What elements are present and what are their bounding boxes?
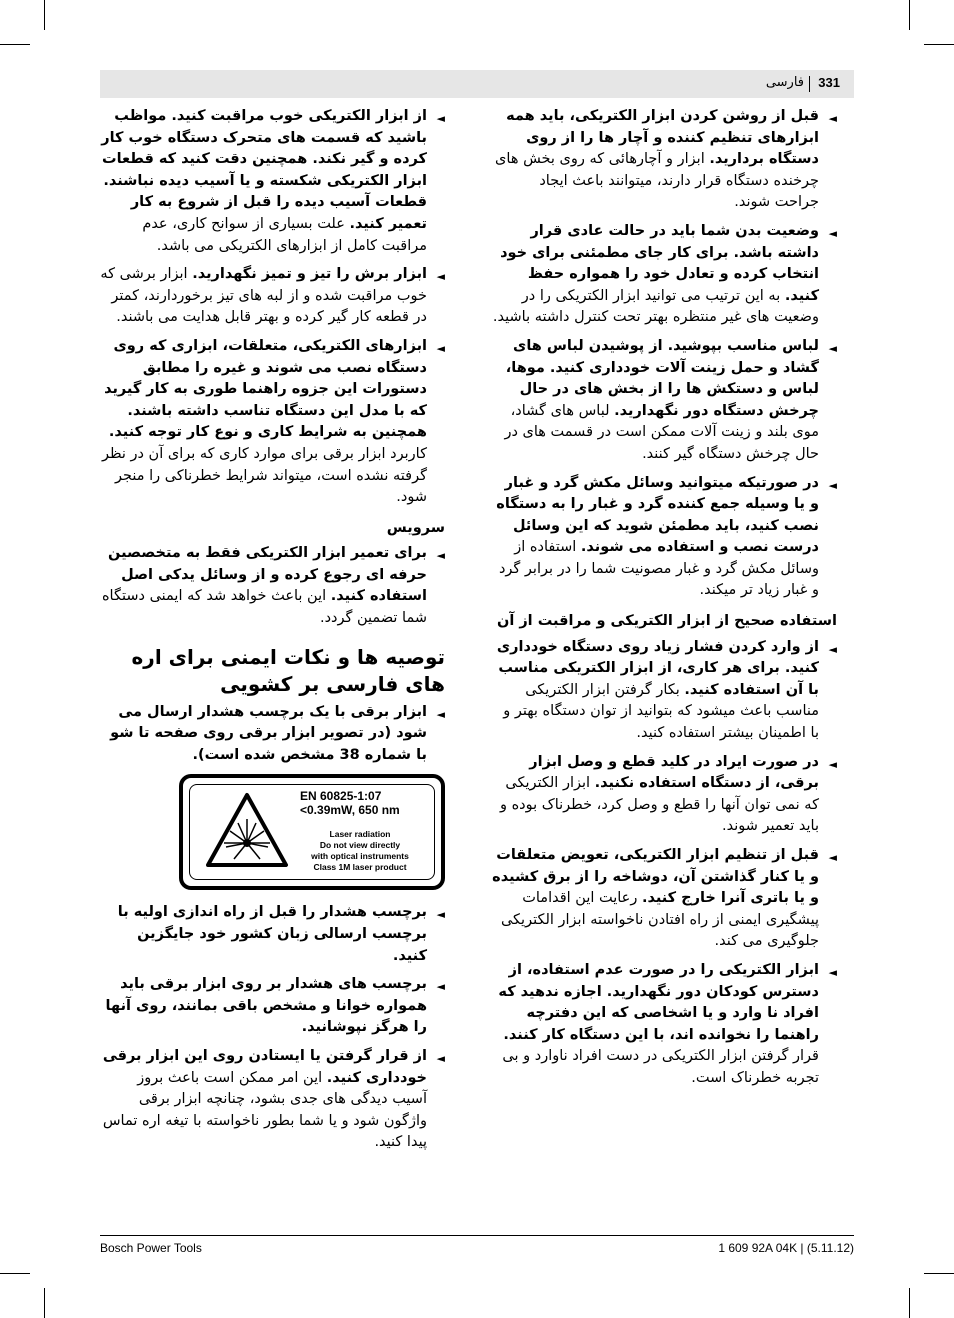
bullet-item <box>492 752 837 838</box>
bullet-item <box>492 473 837 603</box>
bullet-marker-icon: ◄ <box>436 341 445 355</box>
bullet-item <box>100 106 445 257</box>
bullet-bold-text: وضعیت بدن شما باید در حالت عادی قرار داشته باشد. برای کار جای مطمئنی برای خود انتخاب کرده و تعادل خود را همواره حفظ کنید. <box>500 222 819 304</box>
bullet-item <box>492 336 837 466</box>
laser-warning-text <box>300 829 420 873</box>
bullet-marker-icon: ◄ <box>828 226 837 240</box>
bullet-bold-text: برای تعمیر ابزار الکتریکی فقط به متخصصین حرفه ای رجوع کرده و از وسائل یدکی اصل استفاده کنید. <box>108 545 427 605</box>
bullet-item <box>100 902 445 967</box>
bullet-bold-text: ابزارهای الکتریکی، متعلقات، ابزاری که روی دستگاه نصب می شوند و غیره را مطابق دستورات این جزوه راهنما طوری به کار گیرید که با مدل این دستگاه تناسب داشته باشند. همچنین به شرایط کاری و نوع کار توجه کنید. <box>104 337 427 441</box>
bullet-marker-icon: ◄ <box>828 478 837 492</box>
bullet-marker-icon: ◄ <box>436 270 445 284</box>
bullet-bold-text: قبل از تنظیم ابزار الکتریکی، تعویض متعلقات و یا کنار گذاشتن آن، دوشاخه را از برق کشیده و یا باتری آنرا خارج کنید. <box>492 847 819 907</box>
bullet-marker-icon: ◄ <box>828 965 837 979</box>
bullet-item <box>492 221 837 329</box>
bullet-marker-icon: ◄ <box>436 908 445 922</box>
bullet-bold-text: از قرار گرفتن یا ایستادن روی این ابزار برقی خودداری کنید. <box>102 1048 427 1086</box>
bullet-item <box>100 1046 445 1154</box>
bullet-item <box>100 264 445 329</box>
bullet-bold-text: برچسب هشدار را قبل از راه اندازی اولیه با برچسب ارسالی زبان کشور خود جایگزین کنید. <box>117 904 427 964</box>
page-header <box>100 70 854 98</box>
bullet-bold-text: قبل از روشن کردن ابزار الکتریکی، باید همه ابزارهای تنظیم کننده و آچار ها را از روی دستگاه بردارید. <box>506 108 819 168</box>
crop-mark <box>909 1288 910 1318</box>
laser-warning-line: with optical instruments <box>311 851 409 862</box>
bullet-marker-icon: ◄ <box>828 851 837 864</box>
footer-brand: Bosch Power Tools <box>100 1241 202 1255</box>
bullet-marker-icon: ◄ <box>828 757 837 771</box>
bullet-bold-text: از ابزار الکتریکی خوب مراقبت کنید. مواظب باشید که قسمت های متحرک دستگاه خوب کار کرده و گیر نکند. همچنین دقت کنید که قطعات ابزار الکتریکی شکسته و یا آسیب دیده نباشند. قطعات آسیب دیده را قبل از شروع به کار تعمیر کنید. <box>101 108 427 232</box>
bullet-bold-text: ابزار الکتریکی را در صورت عدم استفاده، از دسترس کودکان دور نگهدارید. اجازه ندهید که افراد نا وارد و یا اشخاصی که این دفترچه راهنما را نخوانده اند، با این دستگاه کار کنند. <box>498 961 819 1043</box>
bullet-marker-icon: ◄ <box>828 341 837 355</box>
bullet-marker-icon: ◄ <box>436 980 445 994</box>
bullet-item <box>100 702 445 767</box>
service-bullets <box>100 543 445 629</box>
bullet-bold-text: در صورت ایراد در کلید قطع و وصل ابزار برقی، از دستگاه استفاده نکنید. <box>529 753 819 792</box>
section-heading-usage: استفاده صحیح از ابزار الکتریکی و مراقبت از آن <box>496 613 837 630</box>
crop-mark <box>0 44 30 45</box>
bullet-normal-text: ابزار و آچارهائی که روی بخش های چرخنده دستگاه قرار دارند، میتوانند باعث ایجاد جراحت شوند. <box>495 151 819 211</box>
laser-warning-label <box>179 774 445 890</box>
bullet-marker-icon: ◄ <box>436 112 445 125</box>
right-top-bullets <box>492 106 837 602</box>
bullet-normal-text: علت بسیاری از سوانح کاری، عدم مراقبت کامل از ابزارهای الکتریکی می باشد. <box>142 215 427 254</box>
bullet-item <box>100 336 445 509</box>
header-bar <box>100 70 854 98</box>
laser-standard-text <box>300 789 400 817</box>
bullet-item <box>492 960 837 1090</box>
bullet-normal-text: ابزار برشی که خوب مراقبت شده و از لبه های تیز برخوردارند، کمتر در قطعه کار گیر کرده و بهتر قابل هدایت می باشند. <box>100 266 427 326</box>
page-number: 331 <box>818 75 840 90</box>
crop-mark <box>0 1273 30 1274</box>
bullet-item <box>100 543 445 629</box>
language-label: فارسی <box>765 75 804 90</box>
right-column <box>492 106 837 1097</box>
bullet-bold-text: از وارد کردن فشار زیاد روی دستگاه خودداری کنید. برای هر کاری، از ابزار الکتریکی مناسب با آن استفاده کنید. <box>496 638 819 698</box>
section-heading-service: سرویس <box>386 519 445 536</box>
bullet-normal-text: به این ترتیب می توانید ابزار الکتریکی را در وضعیت های غیر منتظره بهتر تحت کنترل داشته باشید. <box>492 287 819 326</box>
bullet-normal-text: لباس های گشاد، موی بلند و زینت آلات ممکن است در قسمت های در حال چرخش دستگاه گیر کنند. <box>504 402 819 462</box>
laser-warning-triangle-icon <box>204 791 290 869</box>
crop-mark <box>909 0 910 30</box>
crop-mark <box>924 1273 954 1274</box>
left-column <box>100 106 445 1161</box>
bullet-marker-icon: ◄ <box>436 707 445 721</box>
crop-mark <box>44 1288 45 1318</box>
crop-mark <box>44 0 45 30</box>
bullet-marker-icon: ◄ <box>828 642 837 656</box>
laser-warning-line: Do not view directly <box>319 840 401 851</box>
bullet-item <box>492 845 837 953</box>
bullet-bold-text: برچسب های هشدار بر روی ابزار برقی باید همواره خوانا و مشخص باقی بمانند، روی آنها را هرگز نپوشانید. <box>105 976 427 1036</box>
bullet-bold-text: لباس مناسب بپوشید. از پوشیدن لباس های گشاد و حمل زینت آلات خودداری کنید. موها، لباس و دستکش ها را از بخش های در حال چرخش دستگاه دور نگهدارید. <box>505 337 819 419</box>
laser-standard: EN 60825-1:07 <box>300 789 382 804</box>
bullet-normal-text: قرار گرفتن ابزار الکتریکی در دست افراد ناوارد و بی تجربه خطرناک است. <box>502 1048 819 1086</box>
main-heading: توصیه ها و نکات ایمنی برای اره های فارسی بر کشویی <box>131 644 445 696</box>
left-bottom-bullets <box>100 902 445 1154</box>
bullet-bold-text: ابزار برقی با یک برچسب هشدار ارسال می شود (در تصویر ابزار برقی روی صفحه تا شو با شماره 38 مشخص شده است). <box>110 703 427 763</box>
footer-rule <box>100 1235 854 1236</box>
crop-mark <box>924 44 954 45</box>
bullet-bold-text: ابزار برش را تیز و تمیز نگهدارید. <box>192 266 427 283</box>
right-bottom-bullets <box>492 637 837 1090</box>
bullet-marker-icon: ◄ <box>436 549 445 563</box>
laser-warning-line: Laser radiation <box>329 829 391 840</box>
left-top-bullets <box>100 106 445 509</box>
bullet-item <box>492 637 837 745</box>
bullet-normal-text: این باعث خواهد شد که ایمنی دستگاه شما تضمین گردد. <box>101 588 427 627</box>
bullet-marker-icon: ◄ <box>828 112 837 125</box>
laser-power: <0.39mW, 650 nm <box>300 803 400 818</box>
bullet-normal-text: بکار گرفتن ابزار الکتریکی مناسب باعث میشود که بتوانید از توان دستگاه بهتر و با اطمینان بیشتر استفاده کنید. <box>503 681 819 742</box>
bullet-normal-text: این امر ممکن است باعث بروز آسیب دیدگی های جدی بشود، چنانچه ابزار برقی واژگون شود و یا شما بطور ناخواسته با تیغه اره تماس پیدا کنید. <box>102 1069 427 1151</box>
bullet-normal-text: ابزار الکتریکی که نمی توان آنها را قطع و وصل کرد، خطرناک بوده و باید تعمیر شوند. <box>499 775 819 835</box>
laser-warning-line: Class 1M laser product <box>313 862 407 873</box>
bullet-normal-text: رعایت این اقدامات پیشگیری ایمنی از راه افتادن ناخواسته ابزار الکتریکی جلوگیری می کند. <box>500 890 819 950</box>
bullet-bold-text: در صورتیکه میتوانید وسائل مکش گرد و غبار و یا وسیله جمع کننده گرد و غبار را به دستگاه نصب کنید، باید مطمئن شوید که این وسائل درست نصب و استفاده می شوند. <box>496 474 819 556</box>
bullet-item <box>100 974 445 1039</box>
bullet-marker-icon: ◄ <box>436 1052 445 1065</box>
label-bullets <box>100 702 445 767</box>
header-separator <box>809 76 810 92</box>
laser-label-border <box>189 784 435 880</box>
bullet-item <box>492 106 837 214</box>
bullet-normal-text: استفاده از وسائل مکش گرد و غبار مصونیت شما را در برابر گرد و غبار زیاد تر میکند. <box>498 539 819 599</box>
footer-doc-id: 1 609 92A 04K | (5.11.12) <box>718 1241 854 1255</box>
bullet-normal-text: کاربرد ابزار برقی برای موارد کاری که برای آن در نظر گرفته نشده است، میتواند شرایط خطرناکی را منجر شود. <box>101 445 427 506</box>
